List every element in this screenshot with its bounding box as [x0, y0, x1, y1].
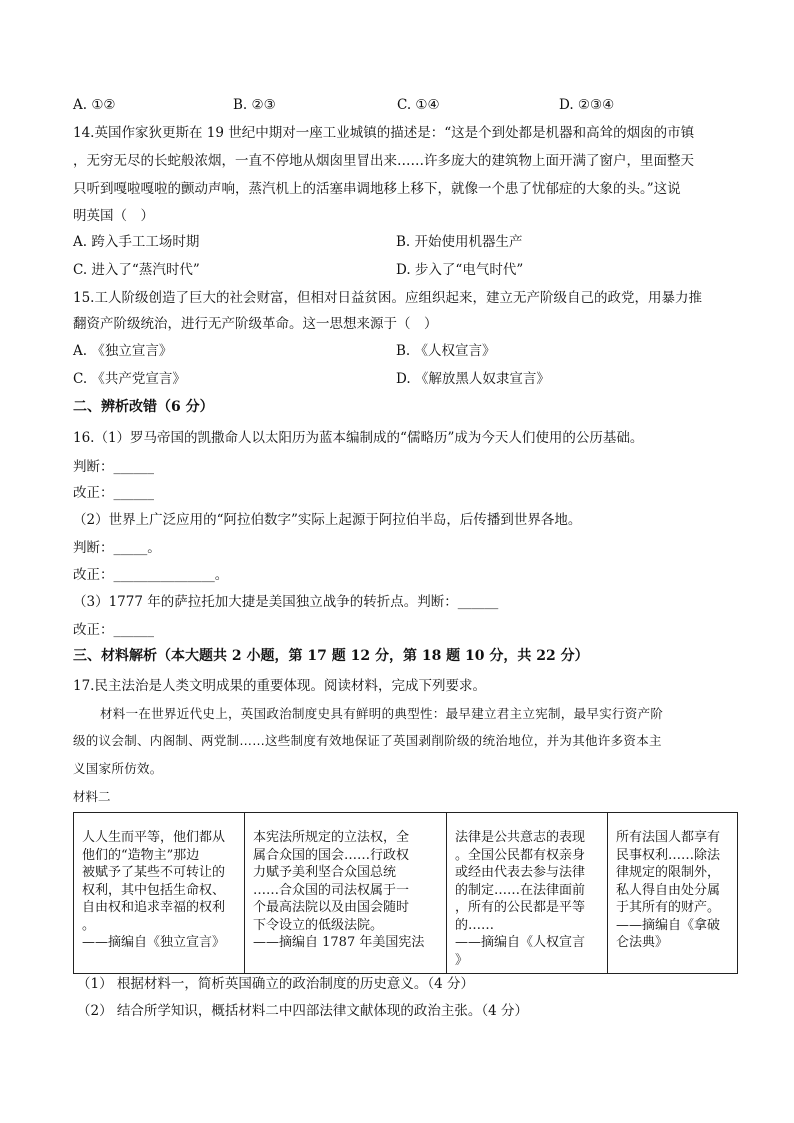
q13-option-a: A. ①② [73, 97, 116, 113]
cell-source: ——摘编自《独立宣言》 [82, 935, 226, 950]
q14-option-b: B. 开始使用机器生产 [396, 234, 523, 250]
material-2-cell-declaration-of-rights [447, 813, 608, 974]
q16-judge-1: 判断：______ [73, 459, 154, 475]
section-2-heading: 二、辨析改错（6 分） [73, 399, 214, 415]
cell-source: ——摘编自《拿破 仑法典》 [616, 917, 721, 950]
q14-line-2: ，无穷无尽的长蛇般浓烟，一直不停地从烟囱里冒出来……许多庞大的建筑物上面开满了窗户，里面整天 [73, 153, 694, 169]
q17-question-1: （1） 根据材料一，简析英国确立的政治制度的历史意义。（4 分） [77, 976, 475, 992]
cell-text: 法律是公共意志的表现 。全国公民都有权亲身 或经由代表去参与法律 的制定……在法律面前 ，所有的公民都是平等 的…… [455, 830, 586, 933]
material-1-line-3: 义国家所仿效。 [73, 761, 163, 776]
q14-option-a: A. 跨入手工工场时期 [73, 234, 200, 250]
q17-stem: 17.民主法治是人类文明成果的重要体现。阅读材料，完成下列要求。 [73, 678, 486, 694]
cell-source: ——摘编自《人权宣言 》 [455, 935, 586, 968]
q14-line-1: 14.英国作家狄更斯在 19 世纪中期对一座工业城镇的描述是：“这是个到处都是机器和高耸的烟囱的市镇 [73, 125, 695, 141]
q14-line-3: 只听到嘎啦嘎啦的颤动声响，蒸汽机上的活塞串调地移上移下，就像一个患了忧郁症的大象的头。”这说 [73, 181, 681, 197]
q13-option-c: C. ①④ [397, 97, 440, 113]
material-2-label: 材料二 [73, 789, 111, 804]
material-2-table [73, 812, 738, 974]
cell-source: ——摘编自 1787 年美国宪法 [253, 935, 425, 950]
q15-line-1: 15.工人阶级创造了巨大的社会财富，但相对日益贫困。应组织起来，建立无产阶级自己的政党，用暴力推 [73, 290, 702, 306]
q15-option-a: A. 《独立宣言》 [73, 343, 173, 359]
q16-part-1: 16.（1）罗马帝国的凯撒命人以太阳历为蓝本编制成的“儒略历”成为今天人们使用的公历基础。 [73, 430, 644, 446]
material-1-line-1: 材料一在世界近代史上，英国政治制度史具有鲜明的典型性：最早建立君主立宪制，最早实行资产阶 [100, 706, 664, 721]
q16-correct-2: 改正：_______________。 [73, 567, 229, 583]
table-row [74, 813, 738, 974]
q15-option-b: B. 《人权宣言》 [396, 343, 496, 359]
material-2-cell-us-constitution [245, 813, 447, 974]
cell-text: 所有法国人都享有 民事权利……除法 律规定的限制外， 私人得自由处分属 于其所有的财产。 [616, 830, 721, 915]
q14-line-4: 明英国（ ） [73, 208, 154, 224]
material-1-line-2: 级的议会制、内阁制、两党制……这些制度有效地保证了英国剥削阶级的统治地位，并为其他许多资本主 [73, 733, 662, 748]
q15-option-c: C. 《共产党宣言》 [73, 371, 186, 387]
q13-option-b: B. ②③ [233, 97, 276, 113]
q15-line-2: 翻资产阶级统治，进行无产阶级革命。这一思想来源于（ ） [73, 316, 438, 332]
cell-text: 人人生而平等，他们都从 他们的“造物主”那边 被赋予了某些不可转让的 权利，其中包括生命权、 自由权和追求幸福的权利 。 [82, 830, 226, 933]
q14-option-d: D. 步入了“电气时代” [396, 262, 524, 278]
q16-part-2: （2）世界上广泛应用的“阿拉伯数字”实际上起源于阿拉伯半岛，后传播到世界各地。 [73, 512, 582, 528]
material-2-cell-napoleonic-code [608, 813, 738, 974]
q16-part-3: （3）1777 年的萨拉托加大捷是美国独立战争的转折点。判断：______ [73, 594, 499, 610]
section-3-heading: 三、材料解析（本大题共 2 小题，第 17 题 12 分，第 18 题 10 分，共 22 分） [73, 648, 589, 664]
q15-option-d: D. 《解放黑人奴隶宣言》 [396, 371, 550, 387]
q16-judge-2: 判断：_____。 [73, 540, 161, 556]
q16-correct-1: 改正：______ [73, 485, 154, 501]
q16-correct-3: 改正：______ [73, 622, 154, 638]
q17-question-2: （2） 结合所学知识，概括材料二中四部法律文献体现的政治主张。（4 分） [77, 1003, 529, 1019]
material-2-cell-declaration-of-independence [74, 813, 245, 974]
cell-text: 本宪法所规定的立法权，全 属合众国的国会……行政权 力赋予美利坚合众国总统 ……合众国的司法权属于一 个最高法院以及由国会随时 下令设立的低级法院。 [253, 830, 410, 933]
q14-option-c: C. 进入了“蒸汽时代” [73, 262, 200, 278]
q13-option-d: D. ②③④ [559, 97, 615, 113]
